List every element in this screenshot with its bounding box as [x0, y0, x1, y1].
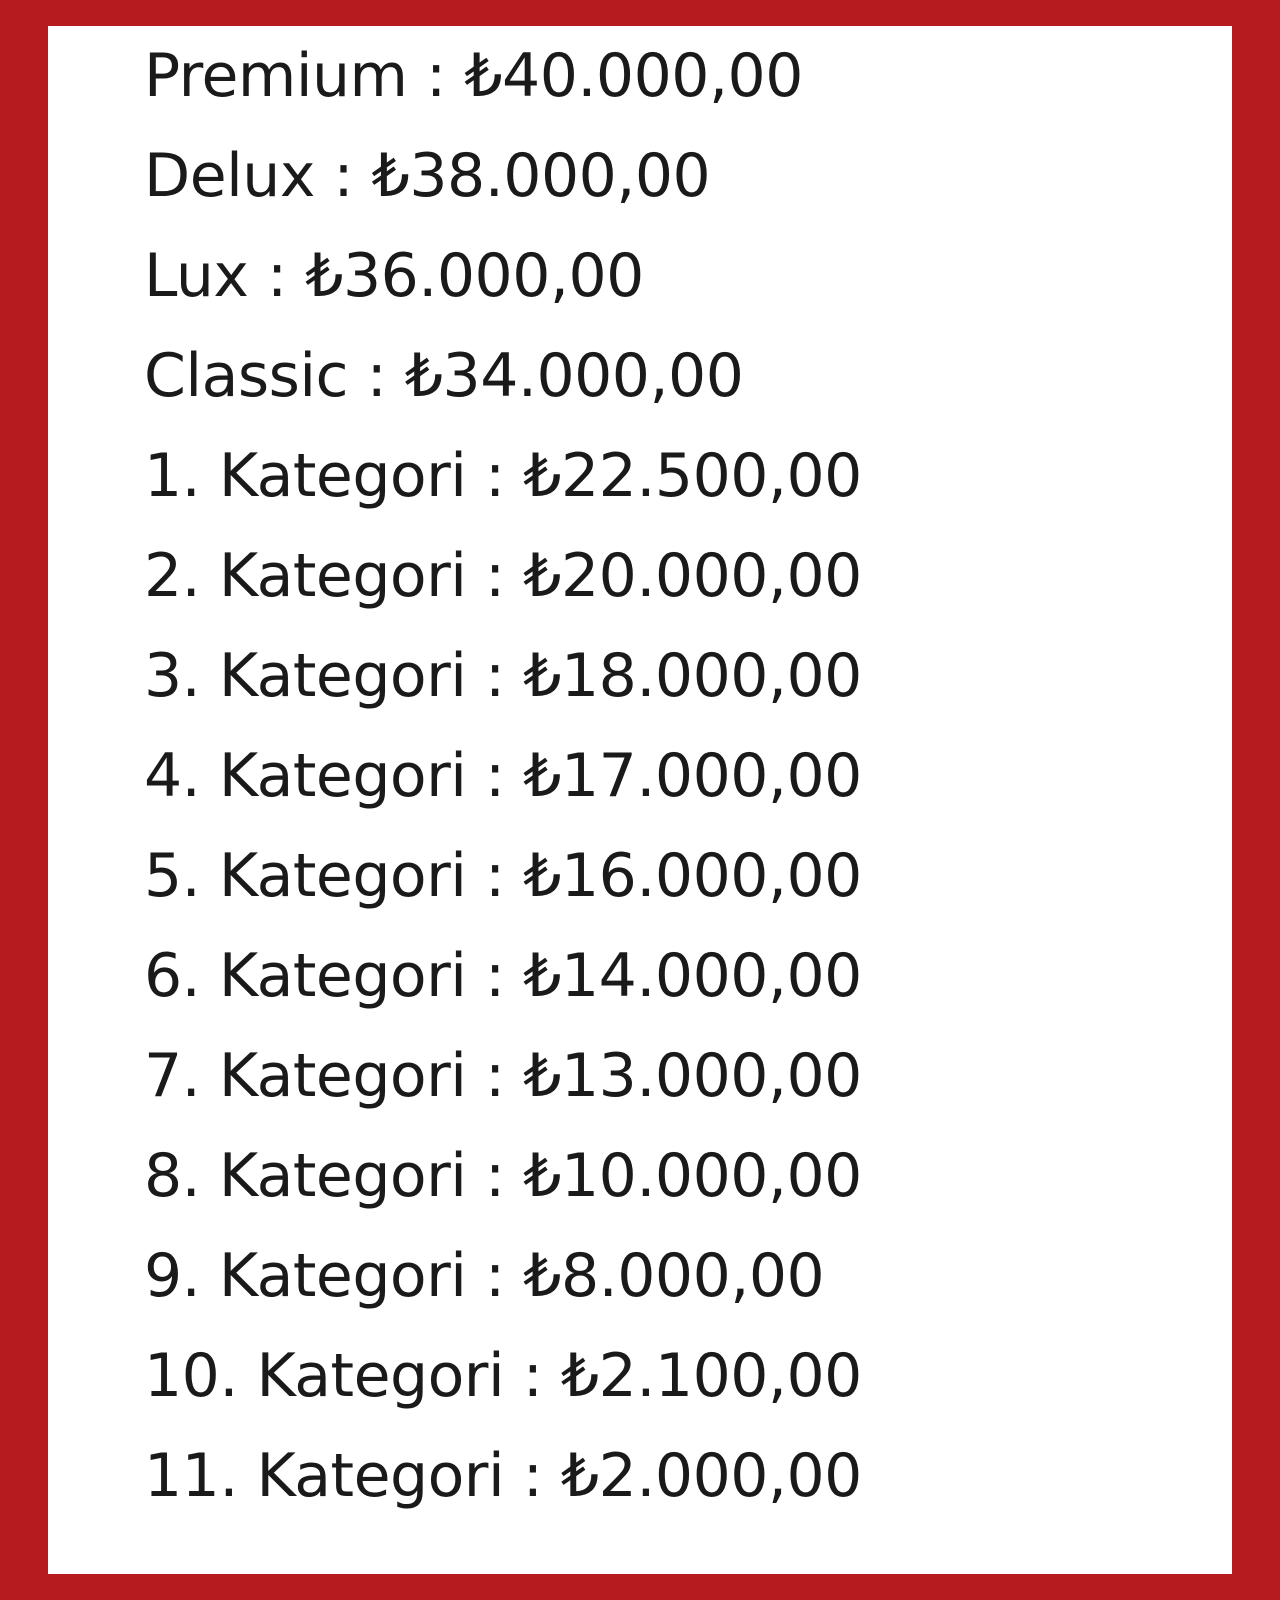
price-row-delux: Delux : ₺38.000,00 — [144, 141, 711, 211]
price-list — [144, 26, 1204, 1526]
price-row-category-4: 4. Kategori : ₺17.000,00 — [144, 741, 862, 811]
price-row-category-8: 8. Kategori : ₺10.000,00 — [144, 1141, 862, 1211]
price-row-classic: Classic : ₺34.000,00 — [144, 341, 744, 411]
price-row-category-2: 2. Kategori : ₺20.000,00 — [144, 541, 862, 611]
price-row-lux: Lux : ₺36.000,00 — [144, 241, 644, 311]
price-card — [48, 26, 1232, 1574]
price-row-category-5: 5. Kategori : ₺16.000,00 — [144, 841, 862, 911]
price-row-category-1: 1. Kategori : ₺22.500,00 — [144, 441, 862, 511]
price-row-category-7: 7. Kategori : ₺13.000,00 — [144, 1041, 862, 1111]
price-row-category-10: 10. Kategori : ₺2.100,00 — [144, 1341, 862, 1411]
price-row-category-9: 9. Kategori : ₺8.000,00 — [144, 1241, 825, 1311]
price-row-category-11: 11. Kategori : ₺2.000,00 — [144, 1441, 862, 1511]
price-row-premium: Premium : ₺40.000,00 — [144, 41, 803, 111]
price-row-category-3: 3. Kategori : ₺18.000,00 — [144, 641, 862, 711]
price-row-category-6: 6. Kategori : ₺14.000,00 — [144, 941, 862, 1011]
